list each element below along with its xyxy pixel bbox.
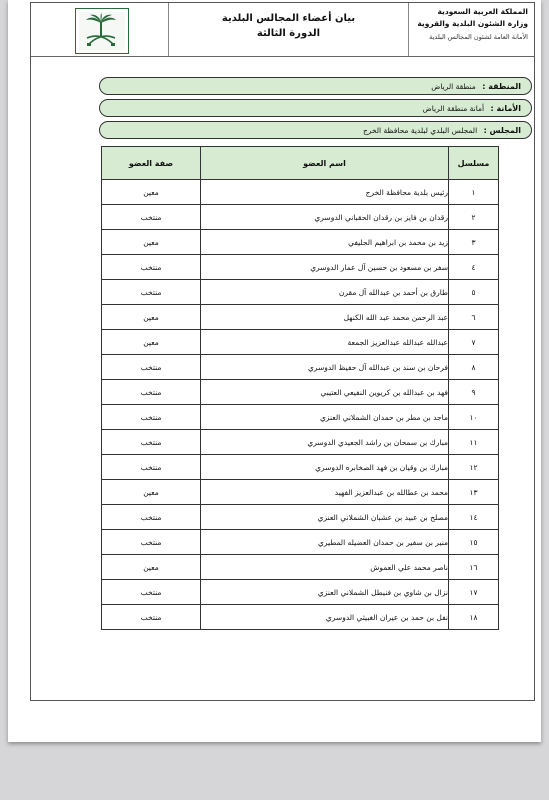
region-field	[99, 77, 532, 95]
row-member-name: محمد بن عطالله بن عبدالعزيز الفهيد	[201, 480, 449, 505]
municipality-label: الأمانة :	[490, 104, 521, 113]
table-row	[102, 205, 499, 230]
row-member-name: ناصر محمد علي العموش	[201, 555, 449, 580]
document-header	[31, 3, 534, 57]
row-serial: ٦	[449, 305, 499, 330]
organization-cell	[409, 3, 534, 56]
row-member-role: منتخب	[102, 505, 201, 530]
row-member-role: معين	[102, 480, 201, 505]
row-member-role: معين	[102, 330, 201, 355]
row-serial: ١٤	[449, 505, 499, 530]
table-row	[102, 530, 499, 555]
row-member-role: منتخب	[102, 455, 201, 480]
council-value: المجلس البلدي لبلدية محافظة الخرج	[362, 126, 478, 135]
row-member-name: سفر بن مسعود بن حسين آل عمار الدوسري	[201, 255, 449, 280]
row-serial: ٧	[449, 330, 499, 355]
row-member-name: نزال بن شاوي بن فنيطل الشملاني العنزي	[201, 580, 449, 605]
row-serial: ٥	[449, 280, 499, 305]
row-serial: ١٦	[449, 555, 499, 580]
document-title: بيان أعضاء المجالس البلدية	[221, 13, 356, 24]
page-frame	[30, 2, 535, 701]
region-value: منطقة الرياض	[431, 82, 476, 91]
municipality-field	[99, 99, 532, 117]
row-member-name: فهد بن عبدالله بن كريوين النفيعي العتيبي	[201, 380, 449, 405]
org-secretariat: الأمانة العامة لشئون المجالس البلدية	[429, 33, 528, 41]
org-country: المملكة العربية السعودية	[437, 7, 528, 16]
row-member-name: زيد بن محمد بن ابراهيم الجليفي	[201, 230, 449, 255]
row-member-name: مصلح بن عبيد بن عشبان الشملاني العنزي	[201, 505, 449, 530]
table-row	[102, 505, 499, 530]
row-member-name: رئيس بلدية محافظة الخرج	[201, 180, 449, 205]
row-member-role: منتخب	[102, 355, 201, 380]
row-serial: ١٥	[449, 530, 499, 555]
row-serial: ٩	[449, 380, 499, 405]
row-serial: ١	[449, 180, 499, 205]
row-member-role: معين	[102, 230, 201, 255]
title-cell	[169, 3, 409, 56]
table-row	[102, 455, 499, 480]
row-member-role: معين	[102, 555, 201, 580]
document-subtitle: الدورة الثالثة	[256, 28, 321, 39]
header-member-role: صفة العضو	[102, 147, 201, 180]
row-member-name: فرحان بن سند بن عبدالله آل حفيظ الدوسري	[201, 355, 449, 380]
row-member-name: عبد الرحمن محمد عبد الله الكنهل	[201, 305, 449, 330]
row-serial: ٨	[449, 355, 499, 380]
table-row	[102, 305, 499, 330]
row-serial: ١٢	[449, 455, 499, 480]
table-row	[102, 355, 499, 380]
table-row	[102, 555, 499, 580]
logo-cell	[31, 3, 169, 56]
council-field	[99, 121, 532, 139]
row-member-role: منتخب	[102, 430, 201, 455]
table-row	[102, 255, 499, 280]
row-serial: ١٣	[449, 480, 499, 505]
table-row	[102, 580, 499, 605]
row-member-role: منتخب	[102, 405, 201, 430]
saudi-emblem-icon	[75, 8, 129, 54]
row-member-name: مبارك بن سمحان بن راشد الجعيدي الدوسري	[201, 430, 449, 455]
row-serial: ٣	[449, 230, 499, 255]
table-row	[102, 480, 499, 505]
row-member-name: منير بن سفير بن حمدان العضيله المطيري	[201, 530, 449, 555]
council-label: المجلس :	[483, 126, 521, 135]
row-member-role: منتخب	[102, 580, 201, 605]
header-member-name: اسم العضو	[201, 147, 449, 180]
table-row	[102, 180, 499, 205]
table-row	[102, 230, 499, 255]
row-serial: ١٠	[449, 405, 499, 430]
row-member-role: منتخب	[102, 205, 201, 230]
table-row	[102, 605, 499, 630]
table-row	[102, 430, 499, 455]
row-member-role: منتخب	[102, 255, 201, 280]
row-member-role: منتخب	[102, 530, 201, 555]
table-row	[102, 330, 499, 355]
row-member-role: منتخب	[102, 280, 201, 305]
members-table	[101, 146, 499, 630]
header-serial: مسلسل	[449, 147, 499, 180]
row-member-role: معين	[102, 305, 201, 330]
table-row	[102, 280, 499, 305]
row-member-role: منتخب	[102, 605, 201, 630]
document-page	[8, 0, 541, 742]
row-serial: ٤	[449, 255, 499, 280]
row-member-name: نفل بن حمد بن عيران الغبيثي الدوسري	[201, 605, 449, 630]
table-row	[102, 405, 499, 430]
table-row	[102, 380, 499, 405]
row-serial: ١٨	[449, 605, 499, 630]
row-member-name: طارق بن أحمد بن عبدالله آل مقرن	[201, 280, 449, 305]
row-serial: ١١	[449, 430, 499, 455]
row-member-name: مبارك بن وقيان بن فهد الصخابره الدوسري	[201, 455, 449, 480]
region-label: المنطقة :	[482, 82, 521, 91]
row-serial: ٢	[449, 205, 499, 230]
row-serial: ١٧	[449, 580, 499, 605]
row-member-role: منتخب	[102, 380, 201, 405]
row-member-name: عبدالله عبدالله عبدالعزيز الجمعة	[201, 330, 449, 355]
row-member-role: معين	[102, 180, 201, 205]
table-header-row	[102, 147, 499, 180]
municipality-value: أمانة منطقة الرياض	[422, 104, 485, 113]
row-member-name: ماجد بن مطر بن حمدان الشملاني العنزي	[201, 405, 449, 430]
org-ministry: وزارة الشئون البلدية والقروية	[417, 19, 528, 28]
row-member-name: رقدان بن فايز بن رقدان الحقباني الدوسري	[201, 205, 449, 230]
